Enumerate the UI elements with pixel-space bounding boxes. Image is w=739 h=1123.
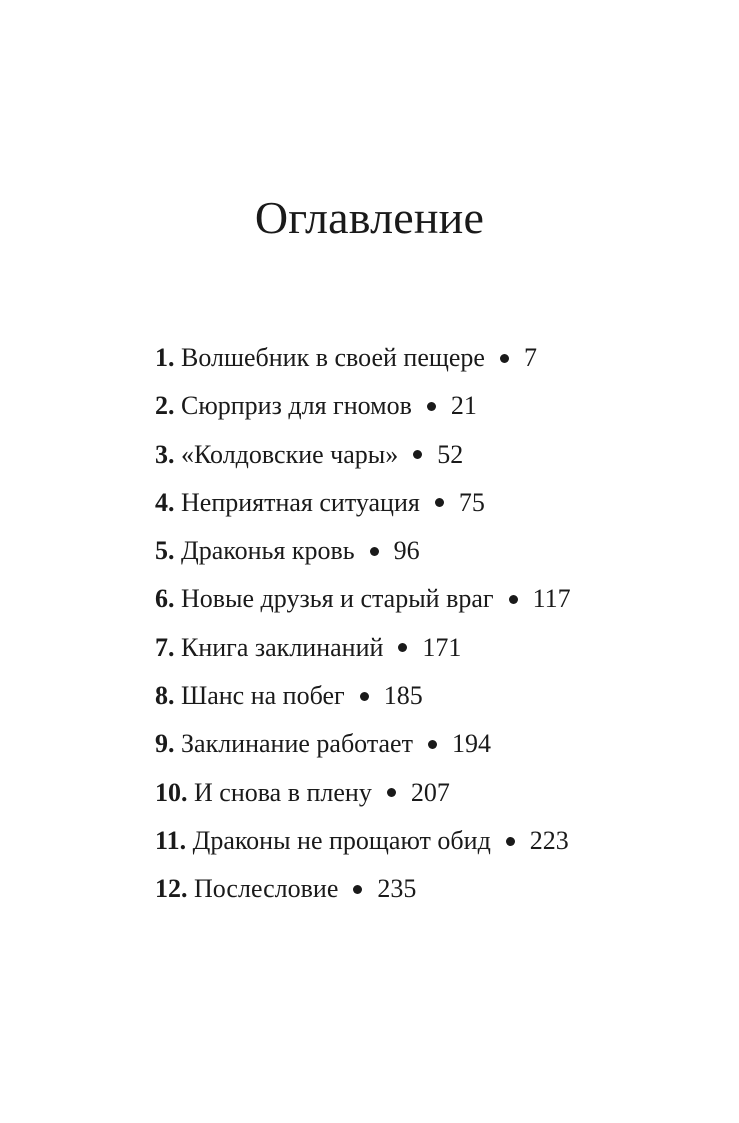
chapter-title: Волшебник в своей пещере (181, 343, 485, 372)
page-number: 171 (422, 632, 462, 662)
chapter-number: 3. (155, 439, 175, 469)
bullet-separator-icon (413, 450, 422, 459)
bullet-separator-icon (427, 402, 436, 411)
chapter-title: Драконы не прощают обид (192, 825, 491, 855)
chapter-number: 5. (155, 536, 175, 566)
bullet-separator-icon (435, 498, 444, 507)
bullet-separator-icon (398, 643, 407, 652)
chapter-number: 8. (155, 681, 175, 711)
bullet-separator-icon (506, 837, 515, 846)
bullet-separator-icon (509, 595, 518, 604)
bullet-separator-icon (353, 885, 362, 894)
toc-entry (155, 431, 699, 479)
table-of-contents (155, 334, 699, 914)
chapter-title: Неприятная ситуация (181, 487, 420, 517)
toc-entry (155, 527, 699, 575)
page-number: 52 (437, 439, 464, 469)
chapter-title: Шанс на побег (181, 681, 345, 711)
chapter-title: Новые друзья и старый враг (181, 584, 494, 614)
chapter-number: 2. (155, 391, 175, 421)
chapter-number: 7. (155, 632, 175, 662)
toc-entry (155, 769, 699, 817)
chapter-number: 6. (155, 584, 175, 614)
page-number: 96 (393, 536, 420, 566)
toc-entry (155, 479, 699, 527)
bullet-separator-icon (387, 788, 396, 797)
chapter-number: 9. (155, 729, 175, 759)
page-number: 75 (458, 487, 485, 517)
bullet-separator-icon (428, 740, 437, 749)
chapter-title: Послесловие (194, 874, 339, 904)
chapter-number: 4. (155, 487, 175, 517)
toc-entry (155, 817, 699, 865)
chapter-number: 1. (155, 343, 175, 372)
page-number: 235 (377, 874, 417, 904)
bullet-separator-icon (500, 354, 509, 363)
page-number: 223 (529, 825, 569, 855)
page-number: 117 (532, 584, 571, 614)
toc-entry (155, 865, 699, 913)
page-title: Оглавление (254, 192, 485, 243)
chapter-title: И снова в плену (194, 777, 372, 807)
page-number: 7 (523, 343, 537, 372)
chapter-title: Книга заклинаний (181, 632, 384, 662)
page-number: 21 (450, 391, 477, 421)
toc-entry (155, 334, 699, 382)
toc-entry (155, 382, 699, 430)
chapter-number: 12. (155, 874, 188, 904)
chapter-title: Сюрприз для гномов (181, 391, 412, 421)
toc-entry (155, 575, 699, 623)
page-number: 207 (410, 777, 450, 807)
bullet-separator-icon (370, 547, 379, 556)
chapter-number: 10. (155, 777, 188, 807)
chapter-number: 11. (155, 825, 187, 855)
bullet-separator-icon (360, 692, 369, 701)
chapter-title: Драконья кровь (181, 536, 355, 566)
toc-entry (155, 720, 699, 768)
chapter-title: Заклинание работает (181, 729, 413, 759)
toc-entry (155, 624, 699, 672)
chapter-title: «Колдовские чары» (181, 439, 399, 469)
page-number: 194 (451, 729, 491, 759)
toc-entry (155, 672, 699, 720)
page-number: 185 (383, 681, 423, 711)
